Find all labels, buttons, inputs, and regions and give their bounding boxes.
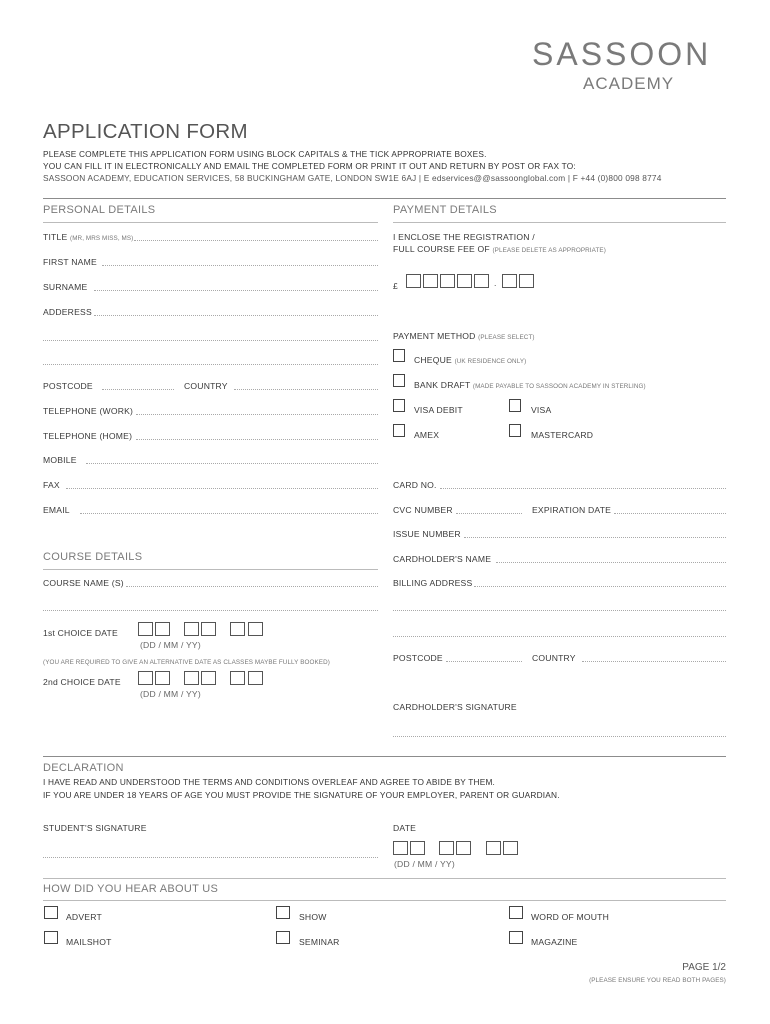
date-digit-box[interactable] xyxy=(439,841,454,855)
postcode-field[interactable] xyxy=(102,389,174,390)
card-number-field[interactable] xyxy=(440,488,726,489)
course-name-label: COURSE NAME (S) xyxy=(43,578,124,588)
divider xyxy=(43,756,726,757)
pound-sign: £ xyxy=(393,281,398,291)
amount-digit-box[interactable] xyxy=(457,274,472,288)
advert-checkbox[interactable] xyxy=(44,906,58,919)
magazine-checkbox[interactable] xyxy=(509,931,523,944)
visa-checkbox[interactable] xyxy=(509,399,521,412)
title-field[interactable] xyxy=(134,240,378,241)
expiration-field[interactable] xyxy=(614,513,726,514)
cardholder-name-label: CARDHOLDER'S NAME xyxy=(393,554,492,564)
date-digit-box[interactable] xyxy=(230,671,245,685)
divider xyxy=(393,222,726,223)
date-digit-box[interactable] xyxy=(155,671,170,685)
cheque-label: CHEQUE (UK RESIDENCE ONLY) xyxy=(414,355,527,365)
date-digit-box[interactable] xyxy=(138,671,153,685)
cvc-label: CVC NUMBER xyxy=(393,505,453,515)
mailshot-label: MAILSHOT xyxy=(66,937,112,947)
declaration-line-2: IF YOU ARE UNDER 18 YEARS OF AGE YOU MUST PROVIDE THE SIGNATURE OF YOUR EMPLOYER, PARENT OR GUARDIAN. xyxy=(43,790,560,800)
fax-field[interactable] xyxy=(66,488,378,489)
divider xyxy=(43,900,726,901)
bank-draft-checkbox[interactable] xyxy=(393,374,405,387)
email-field[interactable] xyxy=(80,513,378,514)
date-format-hint: (DD / MM / YY) xyxy=(140,689,201,699)
amount-digit-box[interactable] xyxy=(406,274,421,288)
word-of-mouth-label: WORD OF MOUTH xyxy=(531,912,610,922)
fax-label: FAX xyxy=(43,480,60,490)
cvc-field[interactable] xyxy=(456,513,522,514)
date-format-hint: (DD / MM / YY) xyxy=(140,640,201,650)
cheque-checkbox[interactable] xyxy=(393,349,405,362)
tel-work-field[interactable] xyxy=(136,414,378,415)
bank-draft-label: BANK DRAFT (MADE PAYABLE TO SASSOON ACADEMY IN STERLING) xyxy=(414,380,646,390)
date-digit-box[interactable] xyxy=(503,841,518,855)
postcode-label: POSTCODE xyxy=(43,381,93,391)
second-choice-label: 2nd CHOICE DATE xyxy=(43,677,121,687)
first-name-label: FIRST NAME xyxy=(43,257,97,267)
magazine-label: MAGAZINE xyxy=(531,937,578,947)
amount-digit-box[interactable] xyxy=(502,274,517,288)
date-digit-box[interactable] xyxy=(230,622,245,636)
seminar-label: SEMINAR xyxy=(299,937,340,947)
amount-digit-box[interactable] xyxy=(474,274,489,288)
date-digit-box[interactable] xyxy=(410,841,425,855)
visa-debit-label: VISA DEBIT xyxy=(414,405,463,415)
billing-country-label: COUNTRY xyxy=(532,653,576,663)
mastercard-label: MASTERCARD xyxy=(531,430,594,440)
surname-label: SURNAME xyxy=(43,282,88,292)
title-label: TITLE (MR, MRS MISS, MS) xyxy=(43,232,134,242)
show-label: SHOW xyxy=(299,912,327,922)
issue-number-field[interactable] xyxy=(464,537,726,538)
country-label: COUNTRY xyxy=(184,381,228,391)
visa-debit-checkbox[interactable] xyxy=(393,399,405,412)
advert-label: ADVERT xyxy=(66,912,102,922)
divider xyxy=(43,569,378,570)
hear-about-us-heading: HOW DID YOU HEAR ABOUT US xyxy=(43,883,219,895)
amount-digit-box[interactable] xyxy=(519,274,534,288)
amex-checkbox[interactable] xyxy=(393,424,405,437)
amount-digit-box[interactable] xyxy=(423,274,438,288)
student-signature-label: STUDENT'S SIGNATURE xyxy=(43,823,147,833)
form-title: APPLICATION FORM xyxy=(43,120,248,143)
address-label: ADDERESS xyxy=(43,307,92,317)
date-digit-box[interactable] xyxy=(248,671,263,685)
visa-label: VISA xyxy=(531,405,552,415)
intro-line-1: PLEASE COMPLETE THIS APPLICATION FORM USING BLOCK CAPITALS & THE TICK APPROPRIATE BOXES. xyxy=(43,149,487,159)
date-digit-box[interactable] xyxy=(248,622,263,636)
date-digit-box[interactable] xyxy=(201,622,216,636)
cardholder-signature-field[interactable] xyxy=(393,736,726,737)
show-checkbox[interactable] xyxy=(276,906,290,919)
date-digit-box[interactable] xyxy=(456,841,471,855)
billing-address-field-3[interactable] xyxy=(393,636,726,637)
enclose-line-1: I ENCLOSE THE REGISTRATION / xyxy=(393,232,535,242)
logo-sassoon: SASSOON xyxy=(532,36,712,72)
issue-number-label: ISSUE NUMBER xyxy=(393,529,461,539)
expiration-label: EXPIRATION DATE xyxy=(532,505,612,515)
billing-country-field[interactable] xyxy=(582,661,726,662)
student-signature-field[interactable] xyxy=(43,857,378,858)
word-of-mouth-checkbox[interactable] xyxy=(509,906,523,919)
billing-address-label: BILLING ADDRESS xyxy=(393,578,473,588)
country-field[interactable] xyxy=(234,389,378,390)
date-digit-box[interactable] xyxy=(393,841,408,855)
alternative-date-note: (YOU ARE REQUIRED TO GIVE AN ALTERNATIVE DATE AS CLASSES MAYBE FULLY BOOKED) xyxy=(43,659,330,666)
first-name-field[interactable] xyxy=(102,265,378,266)
date-digit-box[interactable] xyxy=(201,671,216,685)
cardholder-signature-label: CARDHOLDER'S SIGNATURE xyxy=(393,702,517,712)
billing-postcode-label: POSTCODE xyxy=(393,653,443,663)
card-number-label: CARD NO. xyxy=(393,480,437,490)
payment-method-label: PAYMENT METHOD (PLEASE SELECT) xyxy=(393,331,535,341)
divider xyxy=(43,222,378,223)
personal-details-heading: PERSONAL DETAILS xyxy=(43,204,156,216)
tel-work-label: TELEPHONE (WORK) xyxy=(43,406,134,416)
course-name-field[interactable] xyxy=(126,586,378,587)
address-field-1[interactable] xyxy=(94,315,378,316)
date-digit-box[interactable] xyxy=(184,671,199,685)
mobile-field[interactable] xyxy=(86,463,378,464)
seminar-checkbox[interactable] xyxy=(276,931,290,944)
email-label: EMAIL xyxy=(43,505,70,515)
declaration-line-1: I HAVE READ AND UNDERSTOOD THE TERMS AND CONDITIONS OVERLEAF AND AGREE TO ABIDE BY THEM. xyxy=(43,777,496,787)
divider xyxy=(43,878,726,879)
mailshot-checkbox[interactable] xyxy=(44,931,58,944)
course-details-heading: COURSE DETAILS xyxy=(43,551,143,563)
payment-details-heading: PAYMENT DETAILS xyxy=(393,204,497,216)
address-field-3[interactable] xyxy=(43,364,378,365)
date-digit-box[interactable] xyxy=(155,622,170,636)
course-name-field-2[interactable] xyxy=(43,610,378,611)
intro-line-2: YOU CAN FILL IT IN ELECTRONICALLY AND EMAIL THE COMPLETED FORM OR PRINT IT OUT AND RETURN BY POST OR FAX TO: xyxy=(43,161,576,171)
read-both-pages-note: (PLEASE ENSURE YOU READ BOTH PAGES) xyxy=(589,977,726,984)
declaration-date-label: DATE xyxy=(393,823,417,833)
amex-label: AMEX xyxy=(414,430,440,440)
billing-postcode-field[interactable] xyxy=(446,661,522,662)
declaration-heading: DECLARATION xyxy=(43,762,124,774)
tel-home-field[interactable] xyxy=(136,439,378,440)
date-digit-box[interactable] xyxy=(138,622,153,636)
address-field-2[interactable] xyxy=(43,340,378,341)
billing-address-field-1[interactable] xyxy=(474,586,726,587)
page-number: PAGE 1/2 xyxy=(682,962,726,973)
billing-address-field-2[interactable] xyxy=(393,610,726,611)
mastercard-checkbox[interactable] xyxy=(509,424,521,437)
enclose-line-2: FULL COURSE FEE OF (PLEASE DELETE AS APPROPRIATE) xyxy=(393,244,606,254)
intro-line-3: SASSOON ACADEMY, EDUCATION SERVICES, 58 BUCKINGHAM GATE, LONDON SW1E 6AJ | E edservices@@sassoonglobal.com | F +44 (0)800 098 8774 xyxy=(43,173,662,183)
tel-home-label: TELEPHONE (HOME) xyxy=(43,431,133,441)
amount-digit-box[interactable] xyxy=(440,274,455,288)
divider xyxy=(43,198,726,199)
first-choice-label: 1st CHOICE DATE xyxy=(43,628,118,638)
logo-academy: ACADEMY xyxy=(583,74,675,93)
cardholder-name-field[interactable] xyxy=(496,562,726,563)
date-digit-box[interactable] xyxy=(486,841,501,855)
date-format-hint: (DD / MM / YY) xyxy=(394,859,455,869)
surname-field[interactable] xyxy=(94,290,378,291)
date-digit-box[interactable] xyxy=(184,622,199,636)
mobile-label: MOBILE xyxy=(43,455,77,465)
decimal-point: . xyxy=(494,278,497,288)
